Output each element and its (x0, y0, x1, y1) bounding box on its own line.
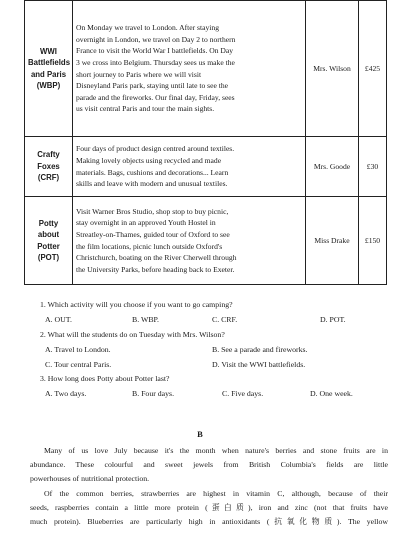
question-stem: 3. How long does Potty about Potter last? (40, 374, 170, 383)
passage-line: seeds, raspberries contain a little more protein (蛋白质), iron and zinc (not that fruits have (30, 502, 388, 512)
trip-description-line: Making lovely objects using recycled and made (76, 155, 222, 165)
answer-option-a[interactable]: A. Two days. (45, 389, 87, 398)
trip-description-line: France to visit the World War I battlefields. On Day (76, 46, 234, 56)
trip-name-line: Crafty (37, 150, 60, 160)
trip-price-cell: £150 (359, 197, 387, 285)
trips-table (24, 0, 387, 285)
trip-description-line: stay overnight in an approved Youth Hostel in (76, 218, 216, 228)
question-stem: 1. Which activity will you choose if you want to go camping? (40, 300, 233, 309)
passage-paragraph (30, 487, 388, 530)
answer-option-d[interactable]: D. One week. (310, 389, 353, 398)
trip-leader-cell: Mrs. Wilson (306, 1, 359, 137)
trip-price-cell: £30 (359, 137, 387, 197)
trip-name-cell (25, 137, 73, 197)
trip-description-line: Four days of product design centred around textiles. (76, 144, 235, 154)
question-3 (40, 374, 385, 404)
trip-description-cell (73, 197, 306, 285)
trip-description-line: Disneyland Paris park, staying until late to see the (76, 81, 229, 91)
answer-option-a[interactable]: A. Travel to London. (45, 345, 111, 354)
trip-description-line: the University Parks, before heading back to Exeter. (76, 264, 235, 274)
trip-name-line: WWI (40, 46, 57, 56)
trip-name-line: (WBP) (36, 81, 61, 90)
question-2 (40, 330, 385, 374)
trip-description-line: us visit central Paris and tour the main sights. (76, 104, 215, 114)
passage-line: powerhouses of nutritional protection. (30, 474, 150, 484)
answer-option-c[interactable]: C. Five days. (222, 389, 264, 398)
answer-option-b[interactable]: B. WBP. (132, 315, 159, 324)
answer-option-c[interactable]: C. Tour central Paris. (45, 360, 112, 369)
trip-row-wbp (25, 1, 387, 137)
trip-description-line: overnight in London, we travel on Day 2 to northern (76, 34, 236, 44)
trip-name-line: Foxes (37, 161, 60, 171)
trip-description-line: 3 we cross into Belgium. Thursday sees us make the (76, 57, 235, 67)
trip-description-line: parade and the fireworks. Our final day, Friday, sees (76, 92, 235, 102)
trip-name-line: and Paris (30, 69, 67, 79)
passage-line: much protein). Blueberries are particularly high in antioxidants (抗氧化物质). The yellow (30, 517, 388, 527)
trip-price-cell: £425 (359, 1, 387, 137)
trip-name-line: (POT) (37, 253, 60, 262)
trip-description-line: Christchurch, boating on the River Cherwell through (76, 253, 237, 263)
answer-option-d[interactable]: D. Visit the WWI battlefields. (212, 360, 306, 369)
answer-option-b[interactable]: B. Four days. (132, 389, 175, 398)
answer-option-d[interactable]: D. POT. (320, 315, 346, 324)
trip-leader-cell: Mrs. Goode (306, 137, 359, 197)
trip-description-line: the film locations, picnic lunch outside Oxford's (76, 241, 223, 251)
trip-name-line: (CRF) (37, 173, 60, 183)
passage-line: abundance. These colourful and sweet jewels from British Columbia's fields are little (30, 460, 388, 470)
passage-paragraph (30, 444, 388, 487)
passage-line: Many of us love July because it's the month when nature's berries and stone fruits are in (44, 446, 388, 455)
answer-option-c[interactable]: C. CRF. (212, 315, 238, 324)
trip-description-line: On Monday we travel to London. After staying (76, 23, 219, 33)
passage-line: Of the common berries, strawberries are highest in vitamin C, although, because of their (44, 488, 388, 498)
trip-description-cell (73, 137, 306, 197)
trip-row-crf (25, 137, 387, 197)
trip-name-cell (25, 1, 73, 137)
trip-row-pot (25, 197, 387, 285)
trip-description-line: materials. Bags, cushions and decorations... Learn (76, 167, 229, 177)
answer-option-b[interactable]: B. See a parade and fireworks. (212, 345, 308, 354)
reading-passage (30, 444, 388, 529)
question-stem: 2. What will the students do on Tuesday with Mrs. Wilson? (40, 330, 225, 339)
question-list (40, 300, 385, 404)
section-heading: B (197, 429, 203, 439)
trip-leader-cell: Miss Drake (306, 197, 359, 285)
trip-description-cell (73, 1, 306, 137)
trip-description-line: Streatley-on-Thames, guided tour of Oxford to see (76, 229, 230, 239)
trip-name-cell (25, 197, 73, 285)
trip-name-line: Potty about (37, 218, 60, 239)
trip-name-line: Battlefields (28, 58, 71, 67)
question-1 (40, 300, 385, 330)
trip-description-line: skills and leave with modern and unusual textiles. (76, 179, 228, 189)
trip-description-line: Visit Warner Bros Studio, shop stop to buy picnic, (76, 206, 229, 216)
trip-description-line: short journey to Paris where we will visit (76, 69, 202, 79)
trip-name-line: Potter (37, 241, 60, 251)
answer-option-a[interactable]: A. OUT. (45, 315, 72, 324)
